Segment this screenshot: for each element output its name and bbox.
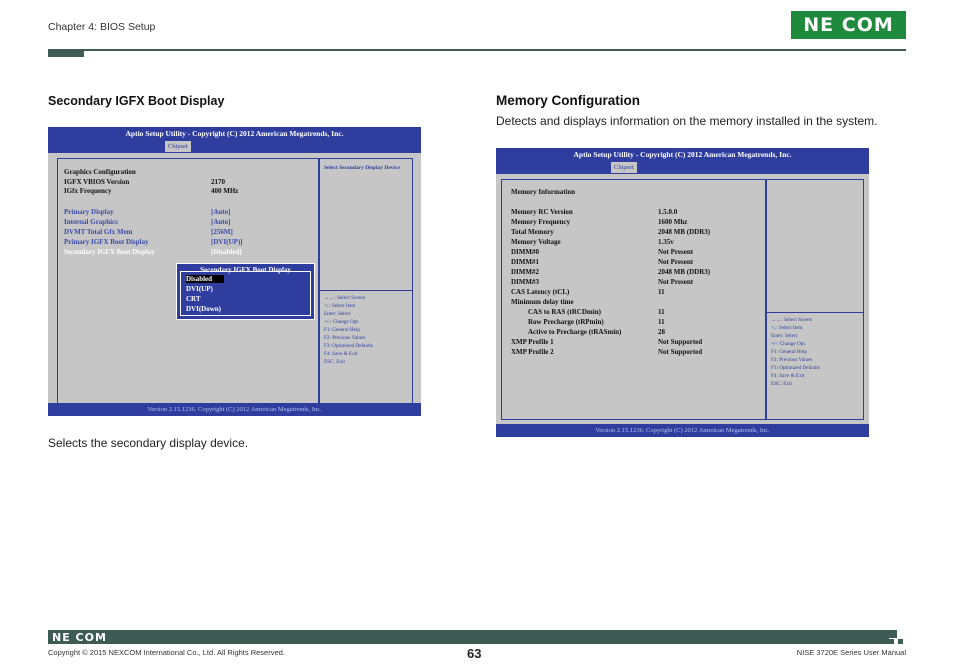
- setting-label: XMP Profile 1: [511, 338, 554, 346]
- bios-tabs-bar: [48, 140, 421, 153]
- key-hint: F4: Save & Exit: [324, 351, 358, 357]
- setting-label: Memory Information: [511, 188, 575, 196]
- page-number: 63: [467, 646, 482, 661]
- key-hint: →←: Select Screen: [771, 317, 813, 323]
- help-divider: [320, 290, 412, 291]
- bios-main-panel: [501, 179, 766, 420]
- popup-title: Secondary IGFX Boot Display: [200, 266, 291, 274]
- section-title-memory-configuration: Memory Configuration: [496, 93, 640, 108]
- setting-label: IGfx Frequency: [64, 187, 112, 195]
- option-dvi-up[interactable]: DVI(UP): [186, 285, 213, 293]
- setting-label: Minimum delay time: [511, 298, 574, 306]
- setting-value[interactable]: [Auto]: [211, 208, 231, 216]
- setting-value: 11: [658, 288, 665, 296]
- key-hint: ESC: Exit: [324, 359, 345, 365]
- setting-value[interactable]: [Auto]: [211, 218, 231, 226]
- chapter-title: Chapter 4: BIOS Setup: [48, 21, 156, 33]
- header-rule: [48, 49, 906, 51]
- setting-value: 2048 MB (DDR3): [658, 268, 711, 276]
- manual-title: NISE 3720E Series User Manual: [796, 648, 906, 657]
- setting-value: 2048 MB (DDR3): [658, 228, 711, 236]
- bios-screen-memory-configuration: [496, 148, 869, 437]
- bios-screen-secondary-igfx: [48, 127, 421, 416]
- setting-label: XMP Profile 2: [511, 348, 554, 356]
- setting-primary-display[interactable]: Primary Display: [64, 208, 114, 216]
- option-popup: [176, 263, 315, 320]
- footer-nexcom-logo: NE COM: [52, 631, 107, 644]
- setting-label: Graphics Configuration: [64, 168, 136, 176]
- key-hint: +/-: Change Opt.: [771, 341, 807, 347]
- help-divider: [767, 312, 863, 313]
- key-hint: +/-: Change Opt.: [324, 319, 360, 325]
- setting-label: DIMM#3: [511, 278, 539, 286]
- footer-bar: [48, 630, 906, 644]
- square-mark: [898, 639, 903, 644]
- setting-label: CAS Latency (tCL): [511, 288, 570, 296]
- key-hint: F2: Previous Values: [324, 335, 366, 341]
- setting-label: CAS to RAS (tRCDmin): [528, 308, 601, 316]
- setting-value: 400 MHz: [211, 187, 239, 195]
- bios-help-panel: [319, 158, 413, 404]
- option-dvi-down[interactable]: DVI(Down): [186, 305, 221, 313]
- key-hint: Enter: Select: [771, 333, 798, 339]
- square-mark: [889, 630, 897, 638]
- key-hint: F3: Optimized Defaults: [771, 365, 820, 371]
- bios-title-bar: Aptio Setup Utility - Copyright (C) 2012 American Megatrends, Inc.: [496, 148, 869, 161]
- setting-value: 1.35v: [658, 238, 674, 246]
- help-text: Select Secondary Display Device: [324, 165, 400, 171]
- bios-tabs-bar: [496, 161, 869, 174]
- setting-value: 1.5.0.0: [658, 208, 678, 216]
- option-crt[interactable]: CRT: [186, 295, 201, 303]
- setting-value[interactable]: [DVI(UP)]: [211, 238, 243, 246]
- key-hint: ESC: Exit: [771, 381, 792, 387]
- key-hint: F1: General Help: [771, 349, 808, 355]
- bios-bottom-bar: Version 2.15.1236. Copyright (C) 2012 American Megatrends, Inc.: [48, 403, 421, 416]
- bios-bottom-bar: Version 2.15.1236. Copyright (C) 2012 American Megatrends, Inc.: [496, 424, 869, 437]
- key-help-list: [324, 294, 373, 366]
- tab-chipset[interactable]: Chipset: [165, 141, 191, 152]
- setting-label: Memory Voltage: [511, 238, 561, 246]
- setting-value: Not Present: [658, 248, 694, 256]
- tab-chipset[interactable]: Chipset: [611, 162, 637, 173]
- square-mark: [889, 639, 894, 644]
- setting-value: 11: [658, 318, 665, 326]
- footer-squares-icon: [889, 630, 906, 644]
- setting-label: Active to Precharge (tRASmin): [528, 328, 622, 336]
- setting-value: 11: [658, 308, 665, 316]
- setting-label: Row Precharge (tRPmin): [528, 318, 604, 326]
- setting-value: 1600 Mhz: [658, 218, 688, 226]
- setting-dvmt-total-gfx-mem[interactable]: DVMT Total Gfx Mem: [64, 228, 133, 236]
- setting-label: DIMM#0: [511, 248, 539, 256]
- setting-label: Memory RC Version: [511, 208, 573, 216]
- setting-value: Not Supported: [658, 338, 703, 346]
- header-tab: [48, 49, 84, 57]
- key-hint: Enter: Select: [324, 311, 351, 317]
- setting-value: Not Present: [658, 278, 694, 286]
- setting-primary-igfx-boot-display[interactable]: Primary IGFX Boot Display: [64, 238, 149, 246]
- setting-label: DIMM#1: [511, 258, 539, 266]
- key-hint: →←: Select Screen: [324, 295, 366, 301]
- copyright-text: Copyright © 2015 NEXCOM International Co., Ltd. All Rights Reserved.: [48, 648, 285, 657]
- popup-inner: [180, 271, 311, 316]
- key-hint: F4: Save & Exit: [771, 373, 805, 379]
- setting-label: DIMM#2: [511, 268, 539, 276]
- key-hint: F3: Optimized Defaults: [324, 343, 373, 349]
- option-disabled[interactable]: Disabled: [186, 275, 224, 283]
- bios-help-panel: [766, 179, 864, 420]
- setting-value: 2170: [211, 178, 225, 186]
- setting-value[interactable]: [Disabled]: [211, 248, 242, 256]
- setting-secondary-igfx-boot-display[interactable]: Secondary IGFX Boot Display: [64, 248, 155, 256]
- key-hint: ↑↓: Select Item: [324, 303, 356, 309]
- setting-label: Memory Frequency: [511, 218, 571, 226]
- setting-internal-graphics[interactable]: Internal Graphics: [64, 218, 118, 226]
- section-title-secondary-igfx: Secondary IGFX Boot Display: [48, 94, 225, 108]
- setting-value: Not Present: [658, 258, 694, 266]
- nexcom-logo: NE COM: [791, 11, 906, 39]
- bios-title-bar: Aptio Setup Utility - Copyright (C) 2012 American Megatrends, Inc.: [48, 127, 421, 140]
- setting-label: Total Memory: [511, 228, 554, 236]
- caption-memory-configuration: Detects and displays information on the memory installed in the system.: [496, 114, 878, 128]
- setting-value[interactable]: [256M]: [211, 228, 233, 236]
- setting-label: IGFX VBIOS Version: [64, 178, 130, 186]
- setting-value: Not Supported: [658, 348, 703, 356]
- key-hint: ↑↓: Select Item: [771, 325, 803, 331]
- bios-main-panel: [57, 158, 319, 404]
- key-hint: F1: General Help: [324, 327, 361, 333]
- setting-value: 28: [658, 328, 665, 336]
- key-help-list: [771, 316, 820, 388]
- key-hint: F2: Previous Values: [771, 357, 813, 363]
- caption-secondary-igfx: Selects the secondary display device.: [48, 436, 249, 450]
